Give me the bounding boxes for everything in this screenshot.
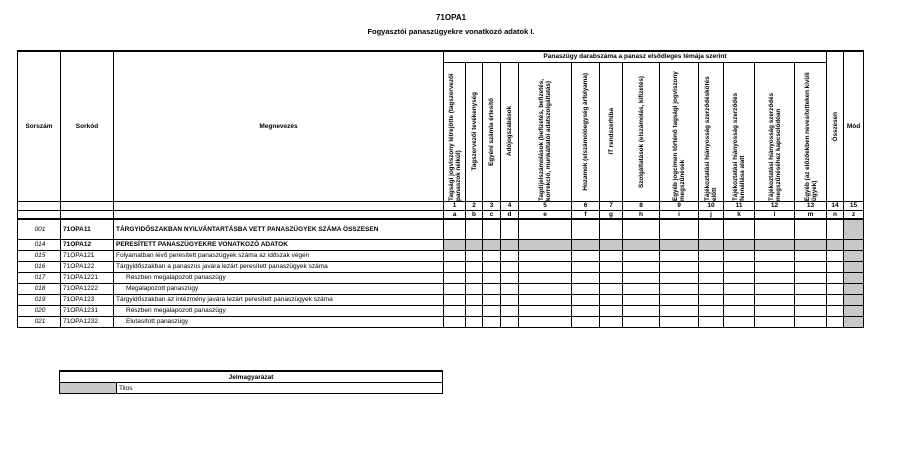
data-input-cell[interactable] [827,272,844,283]
data-input-cell[interactable] [444,294,466,305]
row-sorszam: 017 [18,272,61,283]
column-number-7: 7 [600,201,623,210]
col-header-12: Tájékoztatási hiányosság szerződés megszűnéséhez kapcsolódóan [755,62,795,201]
header-blank-cell [61,210,114,219]
data-input-cell[interactable] [483,283,501,294]
data-input-cell[interactable] [660,294,699,305]
data-input-cell[interactable] [572,261,600,272]
data-input-cell[interactable] [827,294,844,305]
data-input-cell[interactable] [755,283,795,294]
data-input-cell[interactable] [795,305,827,316]
data-input-cell[interactable] [483,261,501,272]
forbidden-cell [660,239,699,250]
forbidden-cell [444,239,466,250]
col-header-4: Adójogszabások [501,62,519,201]
data-input-cell[interactable] [572,272,600,283]
column-number-8: 8 [623,201,660,210]
data-input-cell[interactable] [795,219,827,239]
column-letter-13: m [795,210,827,219]
header-blank-cell [61,201,114,210]
data-input-cell[interactable] [724,261,755,272]
row-sorkod: 71OPA122 [61,261,114,272]
data-input-cell[interactable] [519,316,572,327]
forbidden-cell [844,272,864,283]
row-sorszam: 021 [18,316,61,327]
data-input-cell[interactable] [660,283,699,294]
data-input-cell[interactable] [755,294,795,305]
column-letter-9: i [660,210,699,219]
data-input-cell[interactable] [623,219,660,239]
data-input-cell[interactable] [444,272,466,283]
data-input-cell[interactable] [724,294,755,305]
data-input-cell[interactable] [501,305,519,316]
column-number-10: 10 [699,201,724,210]
column-number-12: 12 [755,201,795,210]
header-blank-cell [18,201,61,210]
data-input-cell[interactable] [827,283,844,294]
row-sorkod: 71OPA11 [61,219,114,239]
data-input-cell[interactable] [501,283,519,294]
col-header-9: Egyéb jogcímen történő tagsági jogviszony megszűnések [660,62,699,201]
data-input-cell[interactable] [600,250,623,261]
row-sorszam: 001 [18,219,61,239]
row-sorszam: 018 [18,283,61,294]
col-header-sorszam: Sorszám [18,51,61,201]
row-sorkod: 71OPA1221 [61,272,114,283]
row-sorkod: 71OPA12 [61,239,114,250]
data-input-cell[interactable] [724,219,755,239]
data-input-cell[interactable] [572,305,600,316]
column-number-1: 1 [444,201,466,210]
data-input-cell[interactable] [827,305,844,316]
col-header-8: Szolgáltatások (elszámolás, kifizetés) [623,62,660,201]
data-input-cell[interactable] [699,250,724,261]
forbidden-cell [483,239,501,250]
table-row [18,305,864,316]
data-input-cell[interactable] [724,283,755,294]
data-input-cell[interactable] [755,316,795,327]
forbidden-cell [844,294,864,305]
data-input-cell[interactable] [572,250,600,261]
data-input-cell[interactable] [699,261,724,272]
data-input-cell[interactable] [755,261,795,272]
data-input-cell[interactable] [444,219,466,239]
row-megnevezes: Tárgyidőszakban a panaszos javára lezárt peresített panaszügyek száma [114,261,444,272]
row-sorszam: 015 [18,250,61,261]
data-input-cell[interactable] [519,305,572,316]
data-input-cell[interactable] [795,316,827,327]
data-input-cell[interactable] [483,305,501,316]
data-input-cell[interactable] [600,261,623,272]
data-input-cell[interactable] [795,283,827,294]
legend [59,370,443,394]
col-header-5: Tagdíjelszámolások (befizetés, befizetés, korrekció, munkáltatói adatszolgáltatás) [519,62,572,201]
data-input-cell[interactable] [519,294,572,305]
data-input-cell[interactable] [623,294,660,305]
table-row [18,239,864,250]
data-input-cell[interactable] [755,250,795,261]
data-input-cell[interactable] [699,305,724,316]
forbidden-cell [519,239,572,250]
row-sorszam: 020 [18,305,61,316]
report-title: Fogyasztói panaszügyekre vonatkozó adatok I. [367,27,535,36]
column-letter-3: c [483,210,501,219]
data-input-cell[interactable] [660,219,699,239]
report-code: 71OPA1 [435,13,467,22]
forbidden-cell [827,239,844,250]
data-input-cell[interactable] [466,316,483,327]
forbidden-cell [572,239,600,250]
data-input-cell[interactable] [572,283,600,294]
data-input-cell[interactable] [501,294,519,305]
row-megnevezes: Megalapozott panaszügy [114,283,444,294]
col-header-mod: Mód [844,51,864,201]
data-input-cell[interactable] [444,250,466,261]
forbidden-cell [724,239,755,250]
column-letter-2: b [466,210,483,219]
row-megnevezes: TÁRGYIDŐSZAKBAN NYILVÁNTARTÁSBA VETT PANASZÜGYEK SZÁMA ÖSSZESEN [114,219,444,239]
data-input-cell[interactable] [724,316,755,327]
data-input-cell[interactable] [466,294,483,305]
column-letter-14: n [827,210,844,219]
column-number-5: 5 [519,201,572,210]
column-letter-6: f [572,210,600,219]
data-input-cell[interactable] [724,250,755,261]
data-input-cell[interactable] [699,316,724,327]
column-number-2: 2 [466,201,483,210]
column-number-4: 4 [501,201,519,210]
table-row [18,261,864,272]
column-letter-11: k [724,210,755,219]
row-sorszam: 014 [18,239,61,250]
data-input-cell[interactable] [519,261,572,272]
row-megnevezes: PERESÍTETT PANASZÜGYEKRE VONATKOZÓ ADATOK [114,239,444,250]
data-input-cell[interactable] [501,219,519,239]
data-input-cell[interactable] [483,219,501,239]
data-input-cell[interactable] [795,250,827,261]
column-letter-7: g [600,210,623,219]
data-input-cell[interactable] [795,294,827,305]
header-blank-cell [114,201,444,210]
col-header-2: Tagszervezői tevékenység [466,62,483,201]
data-input-cell[interactable] [483,272,501,283]
row-megnevezes: Részben megalapozott panaszügy [114,272,444,283]
data-input-cell[interactable] [572,294,600,305]
row-sorkod: 71OPA1231 [61,305,114,316]
row-megnevezes: Részben megalapozott panaszügy [114,305,444,316]
column-letter-5: e [519,210,572,219]
forbidden-cell [844,250,864,261]
data-input-cell[interactable] [466,272,483,283]
data-input-cell[interactable] [795,261,827,272]
data-input-cell[interactable] [600,272,623,283]
data-input-cell[interactable] [444,305,466,316]
column-letter-10: j [699,210,724,219]
data-input-cell[interactable] [623,316,660,327]
forbidden-cell [755,239,795,250]
data-input-cell[interactable] [444,283,466,294]
data-input-cell[interactable] [600,283,623,294]
data-input-cell[interactable] [623,261,660,272]
column-letter-8: h [623,210,660,219]
forbidden-cell [466,239,483,250]
legend-swatch-tilos [60,383,117,394]
data-input-cell[interactable] [660,305,699,316]
data-input-cell[interactable] [501,272,519,283]
data-input-cell[interactable] [660,261,699,272]
data-input-cell[interactable] [466,305,483,316]
data-input-cell[interactable] [699,283,724,294]
data-input-cell[interactable] [623,283,660,294]
data-input-cell[interactable] [519,272,572,283]
data-input-cell[interactable] [600,294,623,305]
forbidden-cell [501,239,519,250]
data-input-cell[interactable] [600,316,623,327]
column-letter-15: z [844,210,864,219]
data-input-cell[interactable] [827,316,844,327]
data-input-cell[interactable] [600,219,623,239]
data-input-cell[interactable] [755,219,795,239]
data-input-cell[interactable] [572,316,600,327]
data-input-cell[interactable] [699,272,724,283]
row-sorszam: 016 [18,261,61,272]
col-header-1: Tagsági jogviszony létrejötte (tagszervezői panaszok nélkül) [444,62,466,201]
complaints-table [17,50,864,328]
column-letter-1: a [444,210,466,219]
row-megnevezes: Elutasított panaszügy [114,316,444,327]
data-input-cell[interactable] [483,250,501,261]
data-input-cell[interactable] [501,261,519,272]
table-row [18,250,864,261]
data-input-cell[interactable] [827,219,844,239]
data-input-cell[interactable] [519,219,572,239]
header-blank-cell [114,210,444,219]
col-header-osszesen: Összesen [827,51,844,201]
forbidden-cell [844,283,864,294]
col-header-13: Egyéb (az előzőekben nevesítetteken kívüli ügyek) [795,62,827,201]
data-input-cell[interactable] [724,272,755,283]
forbidden-cell [795,239,827,250]
data-input-cell[interactable] [699,219,724,239]
column-number-11: 11 [724,201,755,210]
table-row [18,294,864,305]
col-header-sorkod: Sorkód [61,51,114,201]
data-input-cell[interactable] [660,316,699,327]
col-header-megnevezes: Megnevezés [114,51,444,201]
data-input-cell[interactable] [444,316,466,327]
column-number-13: 13 [795,201,827,210]
data-input-cell[interactable] [519,283,572,294]
forbidden-cell [844,261,864,272]
forbidden-cell [844,219,864,239]
data-input-cell[interactable] [623,250,660,261]
data-input-cell[interactable] [466,261,483,272]
data-input-cell[interactable] [795,272,827,283]
forbidden-cell [699,239,724,250]
data-input-cell[interactable] [755,305,795,316]
row-sorszam: 019 [18,294,61,305]
col-header-10: Tájékoztatási hiányosság szerződéskötés előtt [699,62,724,201]
data-input-cell[interactable] [466,219,483,239]
row-sorkod: 71OPA1232 [61,316,114,327]
data-input-cell[interactable] [827,250,844,261]
data-input-cell[interactable] [660,250,699,261]
column-letter-4: d [501,210,519,219]
data-input-cell[interactable] [623,305,660,316]
column-letter-12: l [755,210,795,219]
column-number-9: 9 [660,201,699,210]
table-row [18,316,864,327]
data-input-cell[interactable] [501,250,519,261]
data-input-cell[interactable] [501,316,519,327]
row-sorkod: 71OPA1222 [61,283,114,294]
data-input-cell[interactable] [572,219,600,239]
data-input-cell[interactable] [483,294,501,305]
row-megnevezes: Tárgyidőszakban az intézmény javára lezárt peresített panaszügyek száma [114,294,444,305]
legend-title: Jelmagyarázat [60,371,443,383]
data-input-cell[interactable] [623,272,660,283]
data-input-cell[interactable] [699,294,724,305]
row-sorkod: 71OPA123 [61,294,114,305]
forbidden-cell [844,305,864,316]
table-row [18,272,864,283]
column-number-15: 15 [844,201,864,210]
data-input-cell[interactable] [724,305,755,316]
col-header-11: Tájékoztatási hiányosság szerződés fennállása alatt [724,62,755,201]
col-header-7: IT rendszerhiba [600,62,623,201]
data-input-cell[interactable] [755,272,795,283]
forbidden-cell [600,239,623,250]
data-input-cell[interactable] [519,250,572,261]
column-number-3: 3 [483,201,501,210]
row-megnevezes: Folyamatban lévő peresített panaszügyek száma az időszak végén [114,250,444,261]
data-input-cell[interactable] [444,261,466,272]
col-header-group: Panaszügy darabszáma a panasz elsődleges témája szerint [444,51,827,62]
data-input-cell[interactable] [466,250,483,261]
column-number-6: 6 [572,201,600,210]
data-input-cell[interactable] [660,272,699,283]
data-input-cell[interactable] [466,283,483,294]
legend-label-tilos: Tilos [117,383,443,394]
data-input-cell[interactable] [827,261,844,272]
row-sorkod: 71OPA121 [61,250,114,261]
column-number-14: 14 [827,201,844,210]
forbidden-cell [844,316,864,327]
data-input-cell[interactable] [483,316,501,327]
forbidden-cell [623,239,660,250]
col-header-6: Hozamok (elszámolóegység árfolyama) [572,62,600,201]
table-row [18,219,864,239]
forbidden-cell [844,239,864,250]
data-input-cell[interactable] [600,305,623,316]
header-blank-cell [18,210,61,219]
table-row [18,283,864,294]
col-header-3: Egyéni számla értesítő [483,62,501,201]
